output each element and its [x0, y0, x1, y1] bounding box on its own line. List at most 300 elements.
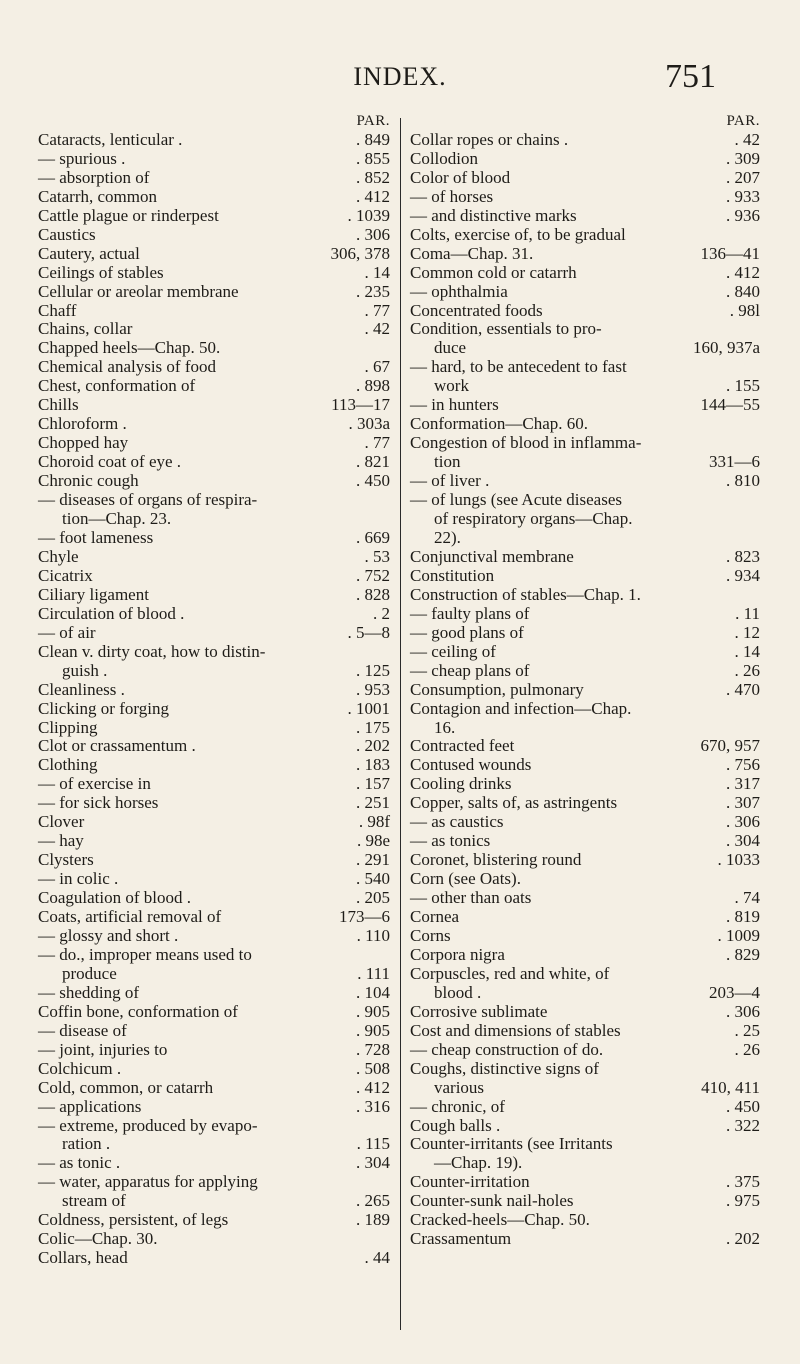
entry-term: Coagulation of blood . [38, 888, 191, 908]
index-entry [410, 377, 760, 396]
entry-paragraph-ref: . 306 [356, 224, 390, 244]
entry-term: Coats, artificial removal of [38, 907, 222, 927]
entry-paragraph-ref: . 322 [726, 1115, 760, 1135]
index-entry [410, 491, 760, 510]
entry-term: Clysters [38, 850, 94, 870]
index-entry [38, 472, 390, 491]
entry-paragraph-ref: . 1009 [717, 925, 760, 945]
entry-paragraph-ref: . 828 [356, 584, 390, 604]
index-entry [410, 510, 760, 529]
entry-paragraph-ref: . 98l [729, 300, 760, 320]
entry-term: — extreme, produced by evapo- [38, 1115, 258, 1135]
entry-paragraph-ref: . 936 [726, 205, 760, 225]
index-entry [410, 339, 760, 358]
entry-paragraph-ref: . 26 [734, 660, 760, 680]
entry-term: — and distinctive marks [410, 205, 577, 225]
index-entry [38, 851, 390, 870]
index-entry [38, 1079, 390, 1098]
entry-paragraph-ref: . 304 [356, 1153, 390, 1173]
index-entry [410, 1154, 760, 1173]
entry-paragraph-ref: 136—41 [700, 243, 760, 263]
index-entry [38, 1211, 390, 1230]
index-entry [410, 1079, 760, 1098]
entry-term: — ceiling of [410, 641, 496, 661]
entry-paragraph-ref: . 470 [726, 679, 760, 699]
entry-paragraph-ref: . 251 [356, 793, 390, 813]
index-entry [410, 681, 760, 700]
entry-term: Corpora nigra [410, 944, 505, 964]
entry-term: various [434, 1077, 485, 1097]
entry-paragraph-ref: . 110 [356, 925, 390, 945]
entry-term: Crassamentum [410, 1229, 512, 1249]
entry-term: Cellular or areolar membrane [38, 281, 239, 301]
entry-term: 22). [434, 527, 461, 547]
entry-list [410, 131, 760, 1249]
entry-term: Concentrated foods [410, 300, 543, 320]
entry-paragraph-ref: 670, 957 [700, 736, 760, 756]
entry-term: Cicatrix [38, 565, 93, 585]
index-entry [410, 548, 760, 567]
entry-term: Ceilings of stables [38, 262, 164, 282]
entry-term: guish . [62, 660, 108, 680]
entry-term: Chains, collar [38, 319, 133, 339]
entry-paragraph-ref: . 291 [356, 850, 390, 870]
entry-term: Contagion and infection—Chap. [410, 698, 632, 718]
entry-term: Clicking or forging [38, 698, 169, 718]
entry-term: Ciliary ligament [38, 584, 149, 604]
entry-paragraph-ref: . 265 [356, 1191, 390, 1211]
entry-paragraph-ref: . 14 [364, 262, 390, 282]
entry-term: Caustics [38, 224, 96, 244]
entry-paragraph-ref: . 309 [726, 148, 760, 168]
entry-term: — ophthalmia [410, 281, 508, 301]
entry-paragraph-ref: . 933 [726, 186, 760, 206]
entry-term: Chapped heels—Chap. 50. [38, 338, 221, 358]
entry-term: Cracked-heels—Chap. 50. [410, 1210, 590, 1230]
entry-paragraph-ref: . 669 [356, 527, 390, 547]
entry-term: Copper, salts of, as astringents [410, 793, 618, 813]
entry-term: Colchicum . [38, 1058, 122, 1078]
entry-paragraph-ref: . 975 [726, 1191, 760, 1211]
index-entry [410, 207, 760, 226]
entry-paragraph-ref: . 115 [356, 1134, 390, 1154]
entry-term: — other than oats [410, 888, 532, 908]
index-entry [410, 434, 760, 453]
index-entry [38, 832, 390, 851]
entry-term: — cheap construction of do. [410, 1039, 604, 1059]
index-entry [38, 889, 390, 908]
entry-paragraph-ref: . 303a [348, 414, 390, 434]
entry-paragraph-ref: . 77 [364, 300, 390, 320]
entry-term: Common cold or catarrh [410, 262, 577, 282]
entry-term: Chopped hay [38, 433, 129, 453]
index-entry [38, 946, 390, 965]
entry-term: Clean v. dirty coat, how to distin- [38, 641, 266, 661]
entry-term: Choroid coat of eye . [38, 452, 182, 472]
entry-term: Collar ropes or chains . [410, 129, 569, 149]
entry-paragraph-ref: . 317 [726, 774, 760, 794]
index-entry [38, 1154, 390, 1173]
index-entry [38, 870, 390, 889]
index-entry [410, 226, 760, 245]
index-entry [410, 245, 760, 264]
index-entry [38, 1135, 390, 1154]
index-entry [410, 131, 760, 150]
entry-paragraph-ref: . 905 [356, 1020, 390, 1040]
index-entry [410, 1192, 760, 1211]
entry-paragraph-ref: . 104 [356, 982, 390, 1002]
entry-paragraph-ref: 113—17 [331, 395, 390, 415]
index-entry [410, 1211, 760, 1230]
index-entry [410, 889, 760, 908]
index-entry [38, 1098, 390, 1117]
index-entry [38, 775, 390, 794]
entry-term: Corns [410, 925, 451, 945]
entry-paragraph-ref: . 852 [356, 167, 390, 187]
entry-term: Color of blood [410, 167, 511, 187]
column-divider [400, 118, 401, 1330]
entry-paragraph-ref: . 728 [356, 1039, 390, 1059]
entry-paragraph-ref: . 756 [726, 755, 760, 775]
entry-paragraph-ref: . 508 [356, 1058, 390, 1078]
entry-paragraph-ref: 144—55 [700, 395, 760, 415]
entry-paragraph-ref: . 26 [734, 1039, 760, 1059]
index-entry [38, 1173, 390, 1192]
index-entry [38, 415, 390, 434]
entry-term: Collars, head [38, 1248, 128, 1268]
entry-term: Cattle plague or rinderpest [38, 205, 219, 225]
entry-paragraph-ref: 160, 937a [692, 338, 760, 358]
entry-paragraph-ref: . 111 [357, 963, 390, 983]
index-entry [38, 1041, 390, 1060]
index-entry [38, 131, 390, 150]
index-entry [38, 586, 390, 605]
index-entry [410, 529, 760, 548]
entry-paragraph-ref: . 53 [364, 546, 390, 566]
entry-term: — for sick horses [38, 793, 159, 813]
entry-term: ration . [62, 1134, 111, 1154]
entry-term: — of air [38, 622, 96, 642]
entry-term: stream of [62, 1191, 126, 1211]
entry-term: — water, apparatus for applying [38, 1172, 258, 1192]
index-entry [410, 624, 760, 643]
index-entry [38, 984, 390, 1003]
entry-paragraph-ref: . 307 [726, 793, 760, 813]
entry-term: — applications [38, 1096, 142, 1116]
entry-paragraph-ref: 331—6 [709, 452, 760, 472]
entry-term: — disease of [38, 1020, 127, 1040]
index-entry [38, 188, 390, 207]
entry-paragraph-ref: . 77 [364, 433, 390, 453]
entry-paragraph-ref: . 412 [356, 1077, 390, 1097]
index-entry [410, 946, 760, 965]
entry-paragraph-ref: . 1033 [717, 850, 760, 870]
index-entry [410, 908, 760, 927]
index-entry [38, 1060, 390, 1079]
entry-term: Coldness, persistent, of legs [38, 1210, 229, 1230]
entry-term: Clipping [38, 717, 98, 737]
index-entry [38, 756, 390, 775]
entry-term: Chills [38, 395, 79, 415]
entry-paragraph-ref: . 202 [356, 736, 390, 756]
index-entry [38, 737, 390, 756]
index-entry [38, 283, 390, 302]
entry-paragraph-ref: . 819 [726, 907, 760, 927]
entry-term: Colic—Chap. 30. [38, 1229, 158, 1249]
index-entry [410, 719, 760, 738]
index-entry [410, 453, 760, 472]
entry-paragraph-ref: 306, 378 [330, 243, 390, 263]
index-entry [410, 150, 760, 169]
entry-term: Cautery, actual [38, 243, 140, 263]
entry-term: Chyle [38, 546, 79, 566]
entry-term: work [434, 376, 469, 396]
entry-term: Coronet, blistering round [410, 850, 582, 870]
index-entry [38, 681, 390, 700]
index-entry [410, 870, 760, 889]
entry-paragraph-ref: . 74 [734, 888, 760, 908]
entry-paragraph-ref: . 67 [364, 357, 390, 377]
index-entry [38, 643, 390, 662]
entry-paragraph-ref: . 855 [356, 148, 390, 168]
entry-term: — of horses [410, 186, 494, 206]
index-entry [410, 737, 760, 756]
index-entry [410, 1117, 760, 1136]
entry-term: Consumption, pulmonary [410, 679, 584, 699]
entry-paragraph-ref: . 175 [356, 717, 390, 737]
index-entry [38, 624, 390, 643]
entry-term: — as tonic . [38, 1153, 121, 1173]
entry-term: — joint, injuries to [38, 1039, 168, 1059]
index-entry [38, 548, 390, 567]
index-entry [410, 358, 760, 377]
entry-term: — in colic . [38, 869, 119, 889]
entry-paragraph-ref: 410, 411 [701, 1077, 760, 1097]
entry-term: — of liver . [410, 471, 490, 491]
entry-term: Coma—Chap. 31. [410, 243, 534, 263]
index-entry [410, 643, 760, 662]
index-entry [38, 1230, 390, 1249]
index-entry [410, 700, 760, 719]
column-heading: PAR. [356, 113, 390, 129]
page-title: INDEX. [353, 62, 447, 91]
entry-paragraph-ref: . 202 [726, 1229, 760, 1249]
entry-term: — absorption of [38, 167, 150, 187]
entry-term: Counter-irritants (see Irritants [410, 1134, 613, 1154]
index-entry [410, 586, 760, 605]
index-entry [410, 775, 760, 794]
entry-term: Chaff [38, 300, 77, 320]
entry-term: Cost and dimensions of stables [410, 1020, 621, 1040]
index-entry [410, 965, 760, 984]
entry-term: Corpuscles, red and white, of [410, 963, 610, 983]
index-entry [38, 1022, 390, 1041]
index-entry [38, 927, 390, 946]
entry-paragraph-ref: . 1001 [347, 698, 390, 718]
index-entry [38, 302, 390, 321]
entry-term: — hard, to be antecedent to fast [410, 357, 627, 377]
entry-paragraph-ref: . 235 [356, 281, 390, 301]
page-number: 751 [665, 58, 716, 95]
entry-term: 16. [434, 717, 456, 737]
index-entry [38, 567, 390, 586]
entry-paragraph-ref: . 98e [356, 831, 390, 851]
entry-term: tion [434, 452, 461, 472]
entry-paragraph-ref: . 304 [726, 831, 760, 851]
entry-paragraph-ref: . 412 [726, 262, 760, 282]
index-entry [38, 339, 390, 358]
entry-term: duce [434, 338, 467, 358]
entry-paragraph-ref: . 412 [356, 186, 390, 206]
index-entry [38, 794, 390, 813]
entry-term: Cough balls . [410, 1115, 501, 1135]
entry-term: blood . [434, 982, 482, 1002]
entry-paragraph-ref: . 849 [356, 129, 390, 149]
entry-paragraph-ref: 173—6 [339, 907, 390, 927]
index-entry [38, 1117, 390, 1136]
entry-paragraph-ref: . 98f [358, 812, 390, 832]
index-entry [38, 1249, 390, 1268]
entry-term: — in hunters [410, 395, 499, 415]
entry-term: Contracted feet [410, 736, 515, 756]
index-entry [38, 245, 390, 264]
index-entry [410, 832, 760, 851]
index-entry [410, 1041, 760, 1060]
entry-paragraph-ref: 203—4 [709, 982, 760, 1002]
entry-paragraph-ref: . 125 [356, 660, 390, 680]
entry-paragraph-ref: . 823 [726, 546, 760, 566]
entry-term: — cheap plans of [410, 660, 530, 680]
entry-paragraph-ref: . 42 [734, 129, 760, 149]
entry-term: —Chap. 19). [434, 1153, 523, 1173]
index-entry [38, 510, 390, 529]
entry-term: — faulty plans of [410, 603, 530, 623]
entry-term: — glossy and short . [38, 925, 179, 945]
index-entry [38, 700, 390, 719]
index-entry [38, 1192, 390, 1211]
page-header [0, 58, 800, 98]
entry-paragraph-ref: . 810 [726, 471, 760, 491]
index-entry [410, 851, 760, 870]
index-entry [38, 1003, 390, 1022]
index-entry [410, 1173, 760, 1192]
index-entry [410, 302, 760, 321]
index-entry [410, 813, 760, 832]
entry-paragraph-ref: . 375 [726, 1172, 760, 1192]
index-entry [38, 491, 390, 510]
entry-paragraph-ref: . 450 [726, 1096, 760, 1116]
entry-term: — good plans of [410, 622, 524, 642]
index-entry [38, 207, 390, 226]
entry-term: Cataracts, lenticular . [38, 129, 183, 149]
index-entry [410, 1098, 760, 1117]
index-entry [410, 794, 760, 813]
entry-term: Corn (see Oats). [410, 869, 521, 889]
index-entry [38, 453, 390, 472]
index-entry [410, 188, 760, 207]
index-entry [410, 415, 760, 434]
entry-term: Coughs, distinctive signs of [410, 1058, 599, 1078]
index-entry [410, 1060, 760, 1079]
entry-term: Counter-irritation [410, 1172, 530, 1192]
entry-paragraph-ref: . 821 [356, 452, 390, 472]
index-entry [38, 529, 390, 548]
index-entry [410, 567, 760, 586]
index-entry [38, 813, 390, 832]
index-entry [410, 605, 760, 624]
entry-paragraph-ref: . 205 [356, 888, 390, 908]
entry-term: Counter-sunk nail-holes [410, 1191, 574, 1211]
entry-list [38, 131, 390, 1268]
entry-term: Clothing [38, 755, 98, 775]
index-column-right [410, 112, 760, 1249]
entry-paragraph-ref: . 316 [356, 1096, 390, 1116]
index-entry [38, 908, 390, 927]
entry-term: Coffin bone, conformation of [38, 1001, 238, 1021]
entry-term: Cooling drinks [410, 774, 512, 794]
entry-paragraph-ref: . 14 [734, 641, 760, 661]
entry-term: produce [62, 963, 117, 983]
entry-term: — as tonics [410, 831, 491, 851]
entry-term: — hay [38, 831, 84, 851]
entry-term: Contused wounds [410, 755, 532, 775]
index-entry [38, 965, 390, 984]
entry-term: Chloroform . [38, 414, 127, 434]
entry-paragraph-ref: . 157 [356, 774, 390, 794]
entry-term: — spurious . [38, 148, 126, 168]
index-entry [410, 169, 760, 188]
entry-term: Corrosive sublimate [410, 1001, 548, 1021]
index-entry [38, 226, 390, 245]
entry-term: Clot or crassamentum . [38, 736, 196, 756]
entry-paragraph-ref: . 540 [356, 869, 390, 889]
entry-paragraph-ref: . 829 [726, 944, 760, 964]
entry-term: of respiratory organs—Chap. [434, 509, 633, 529]
index-entry [410, 396, 760, 415]
entry-paragraph-ref: . 42 [364, 319, 390, 339]
index-entry [38, 434, 390, 453]
index-entry [410, 1230, 760, 1249]
entry-term: — of lungs (see Acute diseases [410, 490, 622, 510]
index-entry [38, 169, 390, 188]
entry-paragraph-ref: . 2 [373, 603, 390, 623]
index-entry [410, 662, 760, 681]
entry-term: Congestion of blood in inflamma- [410, 433, 642, 453]
entry-paragraph-ref: . 306 [726, 812, 760, 832]
entry-term: — as caustics [410, 812, 504, 832]
index-entry [410, 1003, 760, 1022]
index-entry [38, 320, 390, 339]
entry-paragraph-ref: . 934 [726, 565, 760, 585]
entry-term: Condition, essentials to pro- [410, 319, 602, 339]
index-entry [410, 1135, 760, 1154]
entry-paragraph-ref: . 183 [356, 755, 390, 775]
entry-term: — of exercise in [38, 774, 151, 794]
entry-term: Conformation—Chap. 60. [410, 414, 589, 434]
entry-paragraph-ref: . 5—8 [347, 622, 390, 642]
index-entry [38, 264, 390, 283]
index-entry [38, 358, 390, 377]
entry-term: Colts, exercise of, to be gradual [410, 224, 626, 244]
entry-paragraph-ref: . 189 [356, 1210, 390, 1230]
index-entry [410, 320, 760, 339]
entry-paragraph-ref: . 207 [726, 167, 760, 187]
entry-term: Chest, conformation of [38, 376, 196, 396]
index-entry [410, 283, 760, 302]
entry-term: Collodion [410, 148, 479, 168]
entry-term: Catarrh, common [38, 186, 157, 206]
entry-term: Cleanliness . [38, 679, 125, 699]
